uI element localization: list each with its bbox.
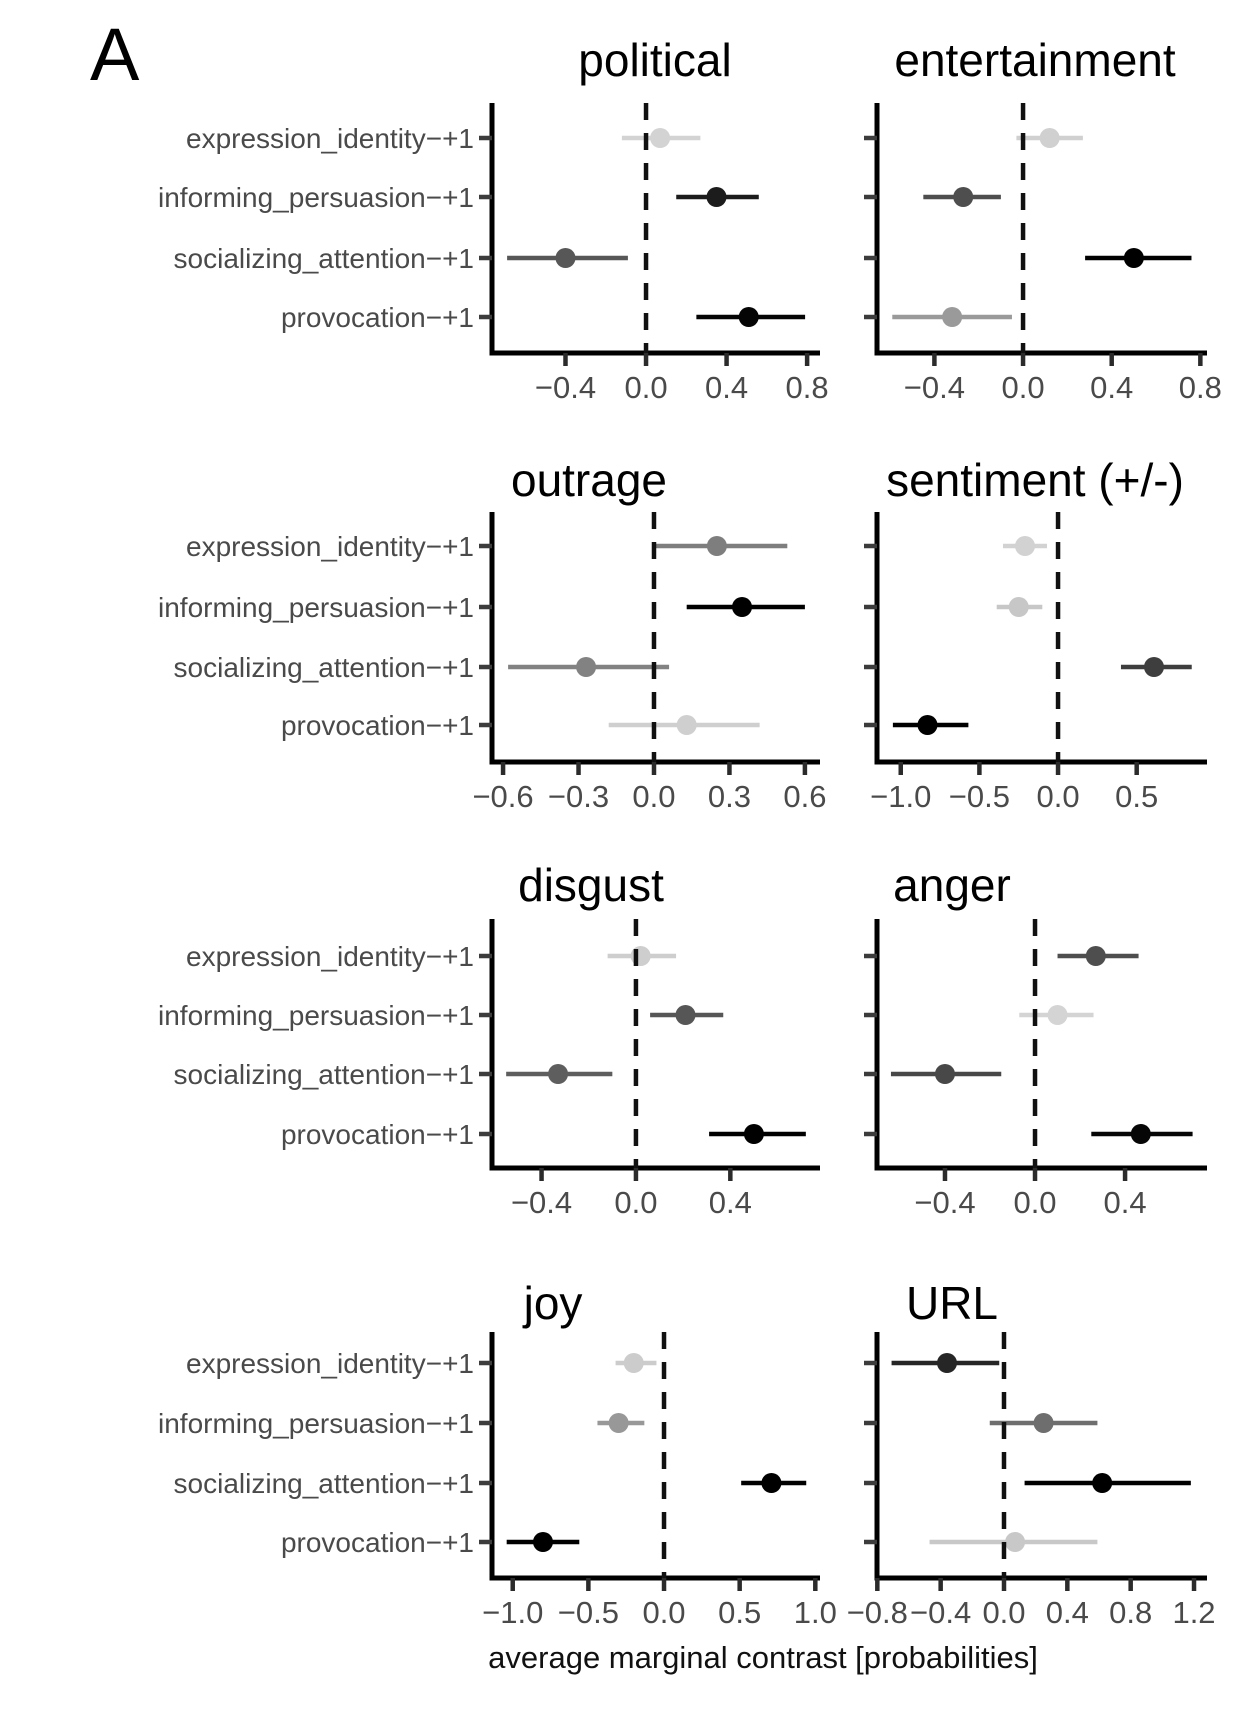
panel-title-political: political [578,34,732,86]
point-anger-2 [935,1064,955,1084]
x-tick-label-url: 1.2 [1172,1595,1216,1630]
x-tick-label-political: 0.4 [705,370,749,405]
point-sentiment--2 [1144,657,1164,677]
point-disgust-1 [675,1005,695,1025]
figure-label: A [90,13,140,96]
x-tick-label-sentiment-: 0.0 [1036,779,1080,814]
row-label-political: informing_persuasion−+1 [158,182,474,213]
point-outrage-2 [576,657,596,677]
point-disgust-2 [548,1064,568,1084]
panel-anger [864,859,1207,1220]
row-label-outrage: expression_identity−+1 [186,531,474,562]
row-label-joy: informing_persuasion−+1 [158,1408,474,1439]
x-tick-label-entertainment: 0.8 [1178,370,1222,405]
x-tick-label-outrage: −0.6 [472,779,534,814]
point-url-1 [1034,1413,1054,1433]
x-tick-label-url: 0.0 [982,1595,1026,1630]
x-tick-label-joy: 1.0 [793,1595,837,1630]
panel-title-sentiment-: sentiment (+/-) [886,454,1184,506]
x-tick-label-url: −0.4 [910,1595,972,1630]
row-label-disgust: informing_persuasion−+1 [158,1000,474,1031]
x-tick-label-joy: −1.0 [482,1595,544,1630]
row-label-political: provocation−+1 [280,302,474,333]
point-entertainment-0 [1040,128,1060,148]
point-outrage-3 [677,715,697,735]
row-label-political: expression_identity−+1 [186,123,474,154]
point-entertainment-2 [1124,248,1144,268]
point-political-2 [555,248,575,268]
x-tick-label-outrage: 0.3 [707,779,752,814]
point-disgust-0 [631,946,651,966]
x-tick-label-outrage: 0.6 [783,779,827,814]
panel-entertainment [864,34,1222,405]
point-outrage-1 [732,597,752,617]
row-label-disgust: provocation−+1 [280,1119,474,1150]
point-anger-3 [1131,1124,1151,1144]
x-tick-label-joy: −0.5 [557,1595,619,1630]
x-tick-label-outrage: −0.3 [547,779,610,814]
panel-political [158,34,829,405]
panel-disgust [158,859,820,1220]
x-tick-label-sentiment-: 0.5 [1115,779,1159,814]
row-label-disgust: socializing_attention−+1 [173,1059,474,1090]
x-tick-label-outrage: 0.0 [632,779,676,814]
point-joy-3 [533,1532,553,1552]
x-tick-label-sentiment-: −0.5 [948,779,1010,814]
panel-joy [158,1277,837,1630]
x-tick-label-url: 0.4 [1045,1595,1089,1630]
row-label-outrage: socializing_attention−+1 [173,652,474,683]
x-tick-label-url: −0.8 [846,1595,908,1630]
point-url-0 [937,1353,957,1373]
x-tick-label-entertainment: 0.0 [1001,370,1045,405]
point-anger-1 [1048,1005,1068,1025]
x-tick-label-anger: 0.4 [1103,1185,1147,1220]
panel-title-url: URL [905,1277,999,1329]
panel-outrage [158,454,826,814]
point-joy-0 [624,1353,644,1373]
x-tick-label-political: −0.4 [534,370,597,405]
row-label-outrage: provocation−+1 [280,710,474,741]
x-tick-label-entertainment: 0.4 [1090,370,1134,405]
x-tick-label-joy: 0.0 [642,1595,686,1630]
point-url-2 [1092,1473,1112,1493]
panel-url [847,1277,1216,1630]
point-political-3 [739,307,759,327]
point-disgust-3 [744,1124,764,1144]
panel-title-disgust: disgust [518,859,664,911]
x-tick-label-political: 0.0 [624,370,668,405]
panel-title-joy: joy [523,1277,583,1329]
point-sentiment--3 [917,715,937,735]
x-tick-label-disgust: 0.4 [708,1185,752,1220]
panel-title-entertainment: entertainment [894,34,1176,86]
point-entertainment-3 [942,307,962,327]
row-label-joy: expression_identity−+1 [186,1348,474,1379]
x-axis-caption: average marginal contrast [probabilities] [488,1640,1038,1675]
panel-title-anger: anger [893,859,1011,911]
point-sentiment--1 [1009,597,1029,617]
point-entertainment-1 [953,187,973,207]
point-sentiment--0 [1015,536,1035,556]
row-label-disgust: expression_identity−+1 [186,941,474,972]
point-joy-1 [609,1413,629,1433]
x-tick-label-disgust: 0.0 [614,1185,658,1220]
x-tick-label-political: 0.8 [785,370,829,405]
x-tick-label-joy: 0.5 [718,1595,762,1630]
row-label-joy: provocation−+1 [280,1527,474,1558]
x-tick-label-entertainment: −0.4 [903,370,966,405]
point-outrage-0 [707,536,727,556]
panel-title-outrage: outrage [510,454,668,506]
point-joy-2 [761,1473,781,1493]
x-tick-label-anger: −0.4 [914,1185,976,1220]
point-anger-0 [1086,946,1106,966]
point-political-1 [707,187,727,207]
x-tick-label-anger: 0.0 [1013,1185,1057,1220]
point-political-0 [650,128,670,148]
panel-sentiment- [864,454,1207,814]
row-label-political: socializing_attention−+1 [173,243,474,274]
row-label-joy: socializing_attention−+1 [173,1468,474,1499]
x-tick-label-url: 0.8 [1109,1595,1153,1630]
x-tick-label-disgust: −0.4 [510,1185,573,1220]
row-label-outrage: informing_persuasion−+1 [158,592,474,623]
point-url-3 [1005,1532,1025,1552]
x-tick-label-sentiment-: −1.0 [870,779,932,814]
